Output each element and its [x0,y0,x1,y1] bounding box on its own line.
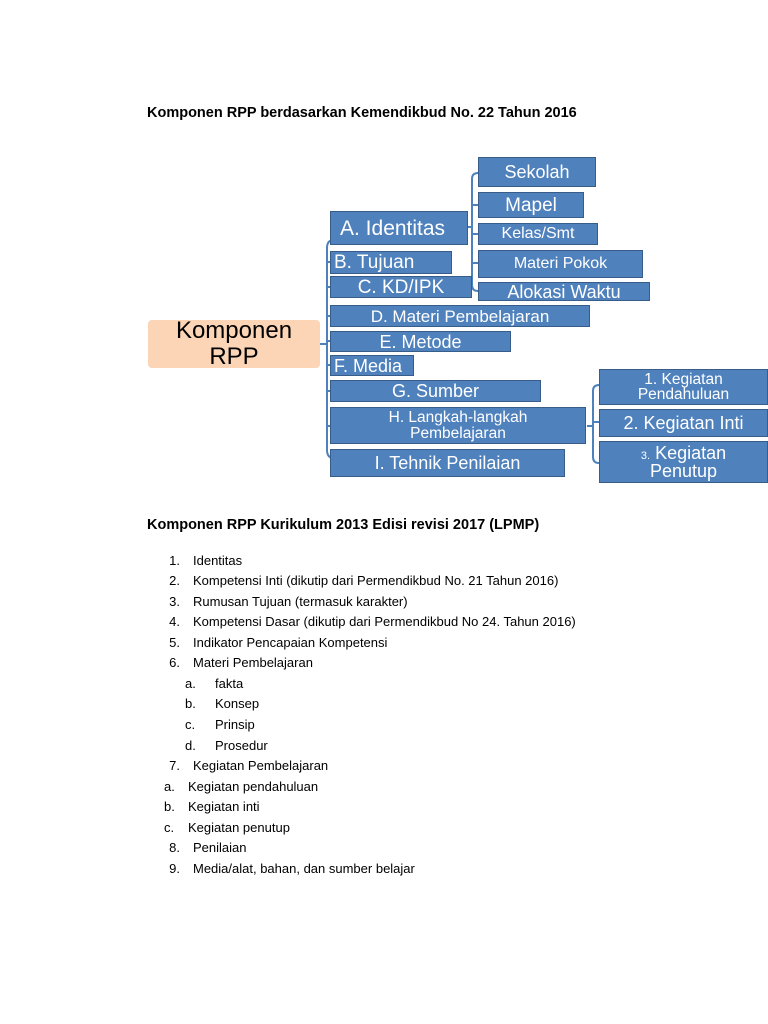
node-mapel: Mapel [478,192,584,218]
node-kelas-smt: Kelas/Smt [478,223,598,245]
sublist-item: Prinsip [215,717,255,732]
node-langkah-line-2: Pembelajaran [410,424,506,442]
node-k3-line-1 [641,444,726,462]
list-number: 7. [169,758,180,773]
node-alokasi-waktu: Alokasi Waktu [478,282,650,301]
node-kegiatan-pendahuluan [599,369,768,405]
sublist-item: Konsep [215,696,260,711]
node-kegiatan-penutup [599,441,768,483]
root-line-2: RPP [209,343,259,370]
node-k1-line-1: 1. Kegiatan [644,370,723,388]
node-langkah-line-1: H. Langkah-langkah [388,409,528,426]
node-metode: E. Metode [330,331,511,352]
sublist-item: Kegiatan inti [188,799,260,814]
node-materi-pembelajaran: D. Materi Pembelajaran [330,305,590,327]
root-komponen-rpp [148,316,320,370]
node-k1-line-2: Pendahuluan [637,386,730,403]
sublist-letter: c. [164,820,175,835]
sublist-letter: a. [185,676,196,691]
node-k3-line-2: Penutup [649,461,718,481]
list-number: 1. [169,553,180,568]
node-media: F. Media [330,355,414,376]
node-sekolah: Sekolah [478,157,596,187]
node-identitas: A. Identitas [330,211,468,245]
sublist-letter: c. [185,717,196,732]
sublist-letter: b. [185,696,196,711]
sublist-item: Kegiatan pendahuluan [188,779,319,794]
list-item: Rumusan Tujuan (termasuk karakter) [193,594,408,609]
list-number: 5. [169,635,180,650]
list-item: Kompetensi Inti (dikutip dari Permendikbud No. 21 Tahun 2016) [193,573,559,588]
list-item: Media/alat, bahan, dan sumber belajar [193,861,415,876]
sublist-letter: b. [164,799,175,814]
list-item: Kegiatan Pembelajaran [193,758,329,773]
node-tehnik-penilaian: I. Tehnik Penilaian [330,449,565,477]
list-item: Penilaian [193,840,247,855]
node-kd-ipk: C. KD/IPK [330,276,472,298]
sublist-item: Prosedur [215,738,268,753]
list-number: 2. [169,573,180,588]
node-kegiatan-inti: 2. Kegiatan Inti [599,409,768,437]
sublist-item: fakta [215,676,244,691]
node-materi-pokok: Materi Pokok [478,250,643,278]
heading-rpp-2016: Komponen RPP berdasarkan Kemendikbud No. 22 Tahun 2016 [147,105,577,121]
list-number: 8. [169,840,180,855]
list-item: Materi Pembelajaran [193,655,313,670]
sublist-item: Kegiatan penutup [188,820,290,835]
node-tujuan: B. Tujuan [330,251,452,274]
list-number: 6. [169,655,180,670]
sublist-letter: a. [164,779,175,794]
heading-rpp-2017: Komponen RPP Kurikulum 2013 Edisi revisi 2017 (LPMP) [147,517,540,533]
root-line-1: Komponen [175,316,293,344]
node-sumber: G. Sumber [330,380,541,402]
list-item: Indikator Pencapaian Kompetensi [193,635,388,650]
list-number: 3. [169,594,180,609]
list-number: 9. [169,861,180,876]
sublist-letter: d. [185,738,196,753]
node-k3-word: Kegiatan [655,443,727,463]
node-langkah-langkah [330,407,586,444]
list-item: Kompetensi Dasar (dikutip dari Permendikbud No 24. Tahun 2016) [193,614,576,629]
list-number: 4. [169,614,180,629]
list-item: Identitas [193,553,243,568]
node-k3-number: 3. [640,450,651,462]
